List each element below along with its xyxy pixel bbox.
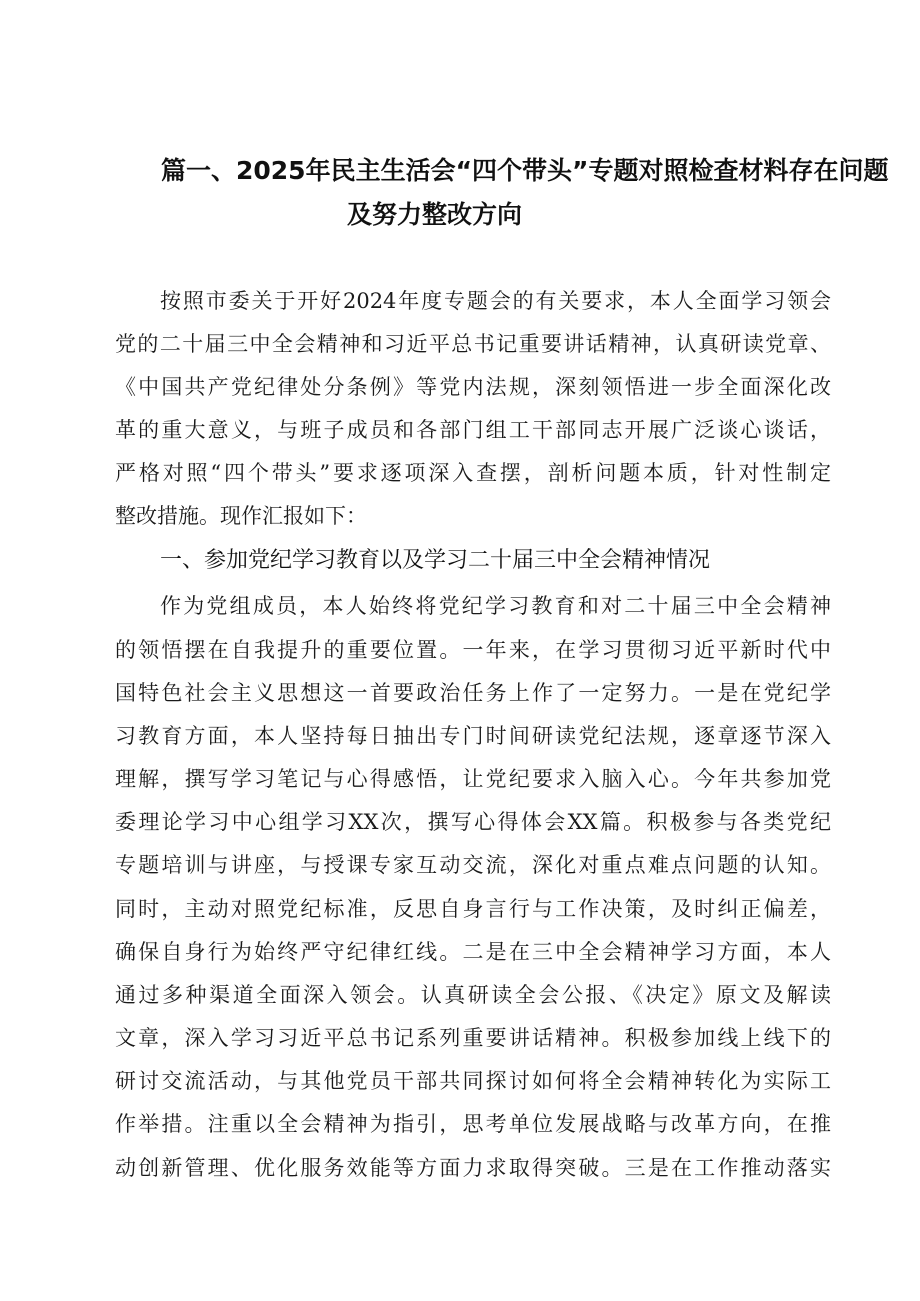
section-1-line [0,803,920,841]
section-1-line [0,1149,920,1187]
section-1-line [0,1105,920,1143]
section-1-line [0,1019,920,1057]
section-1-text: 动创新管理、优化服务效能等方面力求取得突破。三是在工作推动落实 [115,1156,831,1180]
section-1-text: 研讨交流活动，与其他党员干部共同探讨如何将全会精神转化为实际工 [115,1069,831,1093]
section-1-line [0,846,920,884]
section-1-line [0,976,920,1014]
section-1-text: 委理论学习中心组学习XX次，撰写心得体会XX篇。积极参与各类党纪 [115,810,831,834]
intro-text: 革的重大意义，与班子成员和各部门组工干部同志开展广泛谈心谈话， [115,418,831,442]
intro-paragraph-line [0,497,920,535]
section-1-line [0,631,920,669]
section-1-text: 作为党组成员，本人始终将党纪学习教育和对二十届三中全会精神 [160,594,831,618]
intro-paragraph-line [0,368,920,406]
document-title-line-2: 及努力整改方向 [347,200,523,229]
section-1-line [0,760,920,798]
section-1-line [0,674,920,712]
intro-text: 按照市委关于开好2024年度专题会的有关要求，本人全面学习领会 [160,289,831,313]
intro-text: 严格对照“四个带头”要求逐项深入查摆，剖析问题本质，针对性制定 [115,461,831,485]
section-1-text: 同时，主动对照党纪标准，反思自身言行与工作决策，及时纠正偏差， [115,897,831,921]
intro-paragraph-line [0,454,920,492]
section-1-text: 确保自身行为始终严守纪律红线。二是在三中全会精神学习方面，本人 [115,940,831,964]
section-1-text: 专题培训与讲座，与授课专家互动交流，深化对重点难点问题的认知。 [115,853,831,877]
section-1-line [0,933,920,971]
intro-text: 党的二十届三中全会精神和习近平总书记重要讲话精神，认真研读党章、 [115,332,831,356]
intro-text: 整改措施。现作汇报如下： [115,504,367,528]
section-1-line [0,890,920,928]
section-1-text: 文章，深入学习习近平总书记系列重要讲话精神。积极参加线上线下的 [115,1026,831,1050]
section-1-line [0,717,920,755]
section-1-text: 作举措。注重以全会精神为指引，思考单位发展战略与改革方向，在推 [115,1112,831,1136]
document-title-line-1: 篇一、2025年民主生活会“四个带头”专题对照检查材料存在问题 [161,156,889,185]
section-1-text: 国特色社会主义思想这一首要政治任务上作了一定努力。一是在党纪学 [115,681,831,705]
intro-text: 《中国共产党纪律处分条例》等党内法规，深刻领悟进一步全面深化改 [115,375,831,399]
section-1-line [0,587,920,625]
section-1-text: 通过多种渠道全面深入领会。认真研读全会公报、《决定》原文及解读 [115,983,831,1007]
intro-paragraph-line [0,282,920,320]
section-1-text: 习教育方面，本人坚持每日抽出专门时间研读党纪法规，逐章逐节深入 [115,724,831,748]
section-1-line [0,1062,920,1100]
section-1-heading: 一、参加党纪学习教育以及学习二十届三中全会精神情况 [160,548,711,573]
section-1-text: 的领悟摆在自我提升的重要位置。一年来，在学习贯彻习近平新时代中 [115,638,831,662]
section-1-text: 理解，撰写学习笔记与心得感悟，让党纪要求入脑入心。今年共参加党 [115,767,831,791]
intro-paragraph-line [0,411,920,449]
intro-paragraph-line [0,325,920,363]
